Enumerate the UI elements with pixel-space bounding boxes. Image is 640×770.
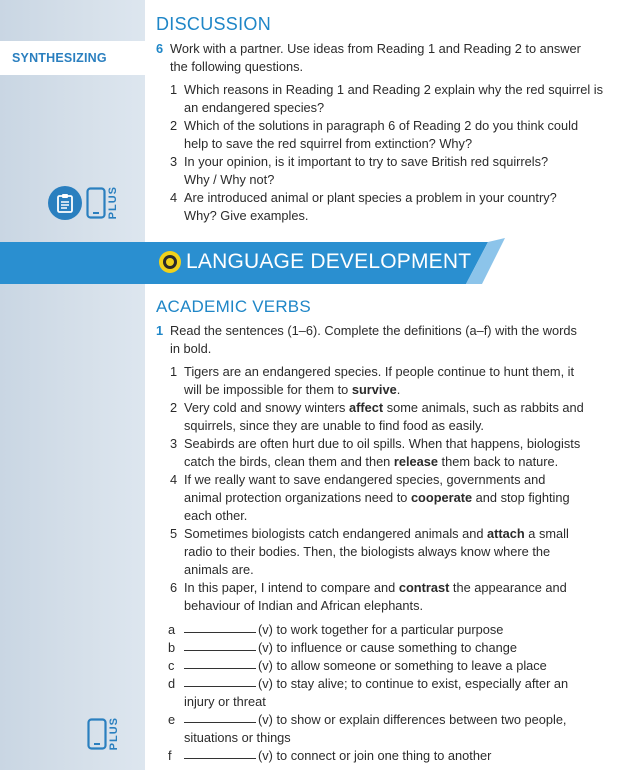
answer-blank[interactable] [184,676,256,687]
synthesizing-tab: SYNTHESIZING [0,41,145,75]
discussion-item: 4 Are introduced animal or plant species a problem in your country? Why? Give examples. [170,190,557,223]
answer-blank[interactable] [184,658,256,669]
definition-item: b (v) to influence or cause something to change [168,640,517,655]
definition-item: a (v) to work together for a particular purpose [168,622,504,637]
definition-item: f (v) to connect or join one thing to another [168,748,492,763]
keyword: attach [487,526,525,541]
keyword: release [393,454,438,469]
plus-resources-bottom[interactable] [87,717,120,750]
academic-instruction-line2: in bold. [170,341,212,356]
answer-blank[interactable] [184,748,256,759]
answer-blank[interactable] [184,712,256,723]
sentence-item: 5 Sometimes biologists catch endangered animals and attach a small radio to their bodies. Then, the biologists always know where the animals are. [170,526,569,577]
definition-item: d (v) to stay alive; to continue to exist, especially after an injury or threat [168,676,569,709]
clipboard-icon [48,186,82,220]
discussion-item: 2 Which of the solutions in paragraph 6 of Reading 2 do you think could help to save the red squirrel from extinction? Why? [170,118,579,151]
academic-instruction: 1 Read the sentences (1–6). Complete the definitions (a–f) with the words [156,323,577,338]
discussion-item: 3 In your opinion, is it important to try to save British red squirrels? Why / Why not? [170,154,549,187]
discussion-instruction-line2: the following questions. [170,59,304,74]
sentence-item: 4 If we really want to save endangered species, governments and animal protection organizations need to cooperate and stop fighting each other. [170,472,570,523]
keyword: affect [349,400,384,415]
keyword: contrast [398,580,450,595]
sentence-item: 6 In this paper, I intend to compare and contrast the appearance and behaviour of Indian and African elephants. [170,580,567,613]
discussion-instruction: 6 Work with a partner. Use ideas from Reading 1 and Reading 2 to answer [156,41,581,56]
answer-blank[interactable] [184,640,256,651]
answer-blank[interactable] [184,622,256,633]
sentence-item: 3 Seabirds are often hurt due to oil spills. When that happens, biologists catch the birds, clean them and then release them back to nature. [170,436,581,469]
target-icon [158,250,182,274]
plus-resources-top[interactable] [48,186,119,220]
academic-verbs-heading: ACADEMIC VERBS [156,297,311,316]
sentence-item: 2 Very cold and snowy winters affect some animals, such as rabbits and squirrels, since they are unable to find food as easily. [170,400,584,433]
phone-icon [86,187,106,219]
sidebar [0,0,145,770]
definition-item: e (v) to show or explain differences between two people, situations or things [168,712,567,745]
phone-icon [87,718,107,750]
definition-item: c (v) to allow someone or something to leave a place [168,658,547,673]
discussion-item: 1 Which reasons in Reading 1 and Reading 2 explain why the red squirrel is an endangered species? [170,82,603,115]
keyword: cooperate [410,490,473,505]
discussion-heading: DISCUSSION [156,14,272,34]
plus-label: PLUS [108,717,120,751]
section-title: LANGUAGE DEVELOPMENT [186,250,472,273]
sentence-item: 1 Tigers are an endangered species. If people continue to hunt them, it will be impossible for them to survive. [170,364,575,397]
plus-label: PLUS [107,186,119,220]
keyword: survive [351,382,397,397]
